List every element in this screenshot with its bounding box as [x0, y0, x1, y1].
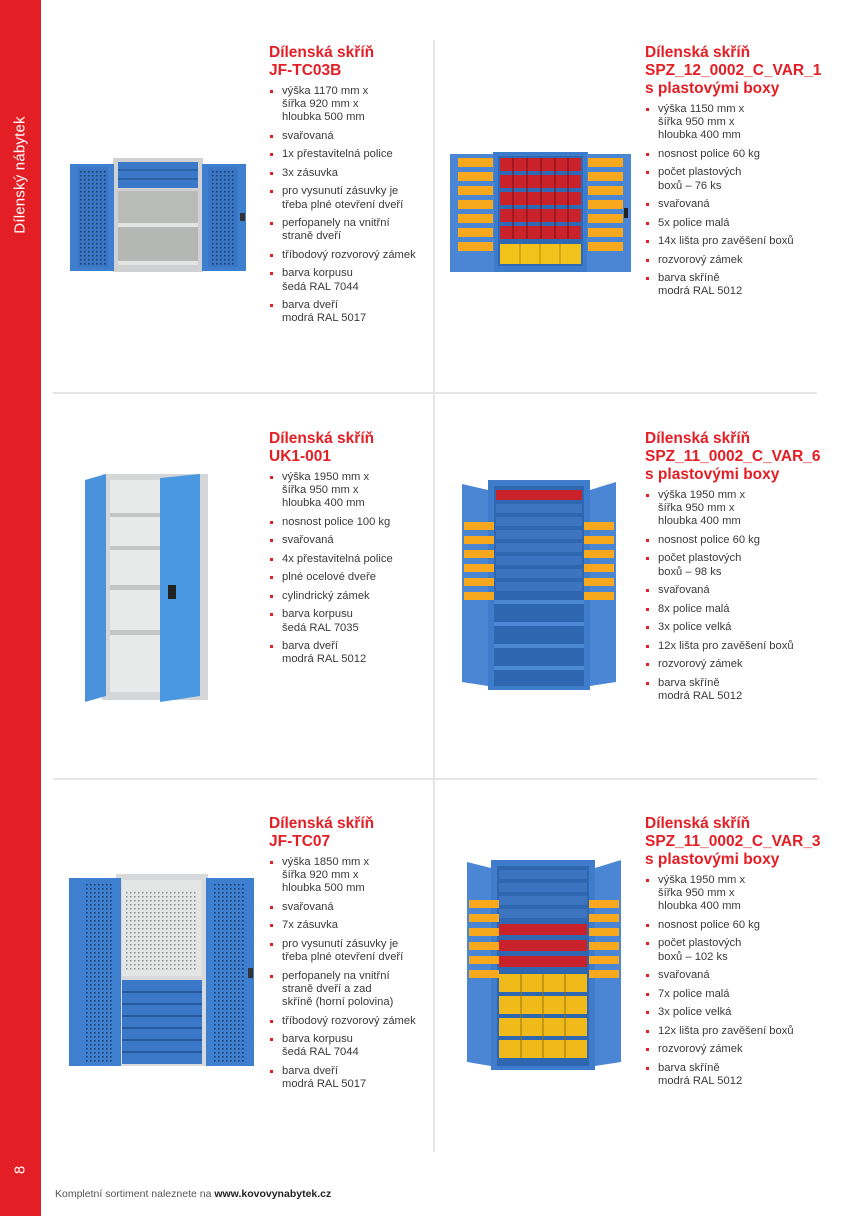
spec-item — [645, 148, 821, 161]
spec-item — [645, 534, 821, 547]
product-title — [645, 815, 821, 869]
spec-text: boxů – 98 ks — [658, 565, 722, 578]
product-title-line: s plastovými boxy — [645, 466, 780, 483]
spec-item — [269, 608, 393, 634]
spec-list — [269, 856, 416, 1091]
product-card — [269, 44, 416, 331]
product-title-line: SPZ_12_0002_C_VAR_1 — [645, 62, 822, 79]
spec-text: šířka 920 mm x — [282, 98, 359, 111]
spec-list — [645, 489, 821, 703]
spec-text: nosnost police 60 kg — [658, 147, 760, 160]
row-divider — [53, 778, 817, 780]
spec-item — [645, 1043, 821, 1056]
spec-text: modrá RAL 5012 — [658, 1074, 743, 1087]
spec-text: modrá RAL 5012 — [658, 285, 743, 298]
section-sidebar — [0, 0, 41, 1216]
spec-text: skříně (horní polovina) — [282, 996, 394, 1009]
spec-text: svařovaná — [658, 584, 710, 597]
spec-text: 8x police malá — [658, 602, 730, 615]
spec-text: rozvorový zámek — [658, 1043, 743, 1056]
spec-text: modrá RAL 5012 — [282, 653, 367, 666]
spec-text: barva dveří — [282, 1064, 338, 1077]
spec-item — [269, 919, 416, 932]
spec-text: tříbodový rozvorový zámek — [282, 1014, 416, 1027]
spec-item — [269, 970, 416, 1010]
spec-text: perfopanely na vnitřní — [282, 969, 390, 982]
spec-item — [269, 85, 416, 125]
spec-item — [645, 1062, 821, 1088]
column-divider — [433, 394, 435, 778]
spec-text: svařovaná — [282, 534, 334, 547]
spec-item — [269, 167, 416, 180]
spec-item — [645, 254, 821, 267]
spec-item — [269, 571, 393, 584]
product-title-line: s plastovými boxy — [645, 851, 780, 868]
spec-text: hloubka 400 mm — [658, 129, 741, 142]
spec-text: 3x police velká — [658, 621, 732, 634]
product-title-line: Dílenská skříň — [645, 815, 751, 832]
product-title-line: s plastovými boxy — [645, 80, 780, 97]
spec-text: hloubka 500 mm — [282, 111, 365, 124]
spec-text: třeba plné otevření dveří — [282, 198, 404, 211]
spec-text: rozvorový zámek — [658, 253, 743, 266]
spec-text: 3x police velká — [658, 1006, 732, 1019]
spec-item — [645, 677, 821, 703]
spec-item — [645, 874, 821, 914]
spec-list — [645, 103, 821, 299]
product-title-line: Dílenská skříň — [645, 44, 751, 61]
spec-text: šířka 920 mm x — [282, 869, 359, 882]
spec-text: barva korpusu — [282, 267, 353, 280]
spec-text: modrá RAL 5012 — [658, 689, 743, 702]
spec-item — [269, 249, 416, 262]
spec-text: 5x police malá — [658, 216, 730, 229]
spec-item — [645, 198, 821, 211]
spec-text: barva skříně — [658, 676, 720, 689]
spec-list — [269, 471, 393, 667]
spec-text: 4x přestavitelná police — [282, 552, 393, 565]
spec-text: barva dveří — [282, 640, 338, 653]
spec-text: výška 1950 mm x — [658, 874, 746, 886]
spec-text: hloubka 400 mm — [658, 515, 741, 528]
page-number: 8 — [11, 1165, 29, 1175]
spec-text: modrá RAL 5017 — [282, 1077, 367, 1090]
spec-text: plné ocelové dveře — [282, 571, 376, 584]
spec-item — [269, 185, 416, 211]
spec-item — [645, 969, 821, 982]
spec-text: hloubka 500 mm — [282, 882, 365, 895]
spec-text: šířka 950 mm x — [658, 887, 735, 900]
product-title-line: Dílenská skříň — [269, 44, 375, 61]
spec-item — [645, 621, 821, 634]
website-link[interactable]: www.kovovynabytek.cz — [214, 1188, 332, 1200]
spec-item — [269, 148, 416, 161]
spec-item — [269, 553, 393, 566]
spec-text: straně dveří a zad — [282, 982, 372, 995]
spec-text: výška 1850 mm x — [282, 856, 370, 868]
tall-cabinet-with-bins-icon — [460, 472, 618, 692]
product-card — [269, 430, 393, 672]
spec-text: výška 1950 mm x — [282, 471, 370, 483]
column-divider — [433, 40, 435, 392]
spec-text: počet plastových — [658, 937, 742, 950]
spec-item — [645, 1025, 821, 1038]
product-title-line: SPZ_11_0002_C_VAR_3 — [645, 833, 821, 850]
spec-text: výška 1950 mm x — [658, 489, 746, 501]
spec-item — [269, 267, 416, 293]
spec-text: svařovaná — [282, 900, 334, 913]
spec-text: svařovaná — [282, 129, 334, 142]
product-title-line: Dílenská skříň — [645, 430, 751, 447]
spec-text: barva dveří — [282, 299, 338, 312]
product-card — [645, 44, 821, 304]
spec-text: třeba plné otevření dveří — [282, 951, 404, 964]
product-card — [269, 815, 416, 1096]
product-title-line: UK1-001 — [269, 448, 332, 465]
spec-item — [645, 658, 821, 671]
spec-item — [269, 590, 393, 603]
spec-text: barva korpusu — [282, 1033, 353, 1046]
spec-item — [645, 217, 821, 230]
product-title — [269, 44, 416, 80]
product-title — [269, 815, 416, 851]
spec-text: barva korpusu — [282, 608, 353, 621]
spec-text: cylindrický zámek — [282, 589, 370, 602]
spec-text: 7x zásuvka — [282, 919, 338, 932]
spec-item — [269, 217, 416, 243]
spec-text: barva skříně — [658, 272, 720, 285]
spec-text: počet plastových — [658, 166, 742, 179]
product-title-line: Dílenská skříň — [269, 430, 375, 447]
spec-item — [269, 640, 393, 666]
spec-text: 3x zásuvka — [282, 166, 338, 179]
product-title-line: SPZ_11_0002_C_VAR_6 — [645, 448, 821, 465]
spec-text: šedá RAL 7044 — [282, 280, 359, 293]
spec-item — [269, 299, 416, 325]
spec-text: straně dveří — [282, 230, 342, 243]
column-divider — [433, 780, 435, 1152]
spec-item — [269, 856, 416, 896]
footer-text: Kompletní sortiment naleznete na — [55, 1188, 215, 1200]
product-title — [269, 430, 393, 466]
spec-text: šířka 950 mm x — [658, 116, 735, 129]
spec-item — [645, 584, 821, 597]
spec-item — [269, 1033, 416, 1059]
tall-cabinet-with-mixed-bins-icon — [465, 852, 623, 1072]
spec-item — [269, 938, 416, 964]
spec-text: počet plastových — [658, 552, 742, 565]
spec-text: boxů – 102 ks — [658, 950, 728, 963]
spec-text: nosnost police 60 kg — [658, 918, 760, 931]
product-title — [645, 430, 821, 484]
product-title-line: JF-TC07 — [269, 833, 331, 850]
cabinet-perfopanel-drawers-icon — [66, 868, 256, 1068]
spec-text: 12x lišta pro zavěšení boxů — [658, 639, 794, 652]
spec-item — [269, 901, 416, 914]
spec-item — [269, 1015, 416, 1028]
spec-item — [645, 489, 821, 529]
footer — [55, 1188, 331, 1200]
product-card — [645, 815, 821, 1093]
spec-text: výška 1170 mm x — [282, 85, 369, 97]
spec-text: šířka 950 mm x — [658, 502, 735, 515]
spec-text: perfopanely na vnitřní — [282, 217, 390, 230]
spec-text: hloubka 400 mm — [282, 497, 365, 510]
spec-item — [269, 534, 393, 547]
spec-item — [645, 603, 821, 616]
spec-item — [645, 1006, 821, 1019]
spec-item — [645, 640, 821, 653]
spec-text: boxů – 76 ks — [658, 179, 722, 192]
spec-item — [269, 1065, 416, 1091]
spec-text: hloubka 400 mm — [658, 900, 741, 913]
spec-item — [645, 919, 821, 932]
spec-text: šedá RAL 7035 — [282, 621, 359, 634]
spec-text: 12x lišta pro zavěšení boxů — [658, 1024, 794, 1037]
spec-item — [645, 166, 821, 192]
section-title: Dílenský nábytek — [11, 116, 29, 234]
row-divider — [53, 392, 817, 394]
spec-text: tříbodový rozvorový zámek — [282, 248, 416, 261]
spec-text: modrá RAL 5017 — [282, 312, 367, 325]
product-title — [645, 44, 821, 98]
cabinet-perforated-doors-drawers-icon — [68, 155, 248, 275]
spec-text: nosnost police 100 kg — [282, 515, 391, 528]
spec-text: svařovaná — [658, 969, 710, 982]
spec-text: barva skříně — [658, 1061, 720, 1074]
spec-text: výška 1150 mm x — [658, 103, 745, 115]
product-title-line: JF-TC03B — [269, 62, 342, 79]
spec-text: šířka 950 mm x — [282, 484, 359, 497]
spec-item — [269, 516, 393, 529]
spec-text: 1x přestavitelná police — [282, 148, 393, 161]
spec-text: 14x lišta pro zavěšení boxů — [658, 235, 794, 248]
spec-text: 7x police malá — [658, 987, 730, 1000]
spec-list — [645, 874, 821, 1088]
spec-item — [269, 471, 393, 511]
spec-list — [269, 85, 416, 325]
spec-item — [645, 103, 821, 143]
product-title-line: Dílenská skříň — [269, 815, 375, 832]
cabinet-with-plastic-bins-icon — [448, 148, 633, 278]
spec-text: pro vysunutí zásuvky je — [282, 937, 399, 950]
spec-item — [645, 988, 821, 1001]
spec-text: svařovaná — [658, 198, 710, 211]
spec-item — [645, 235, 821, 248]
spec-item — [269, 130, 416, 143]
spec-item — [645, 937, 821, 963]
spec-item — [645, 552, 821, 578]
spec-text: rozvorový zámek — [658, 658, 743, 671]
spec-text: šedá RAL 7044 — [282, 1046, 359, 1059]
tall-cabinet-shelves-icon — [82, 470, 212, 705]
spec-text: pro vysunutí zásuvky je — [282, 185, 399, 198]
product-card — [645, 430, 821, 708]
spec-item — [645, 272, 821, 298]
spec-text: nosnost police 60 kg — [658, 533, 760, 546]
